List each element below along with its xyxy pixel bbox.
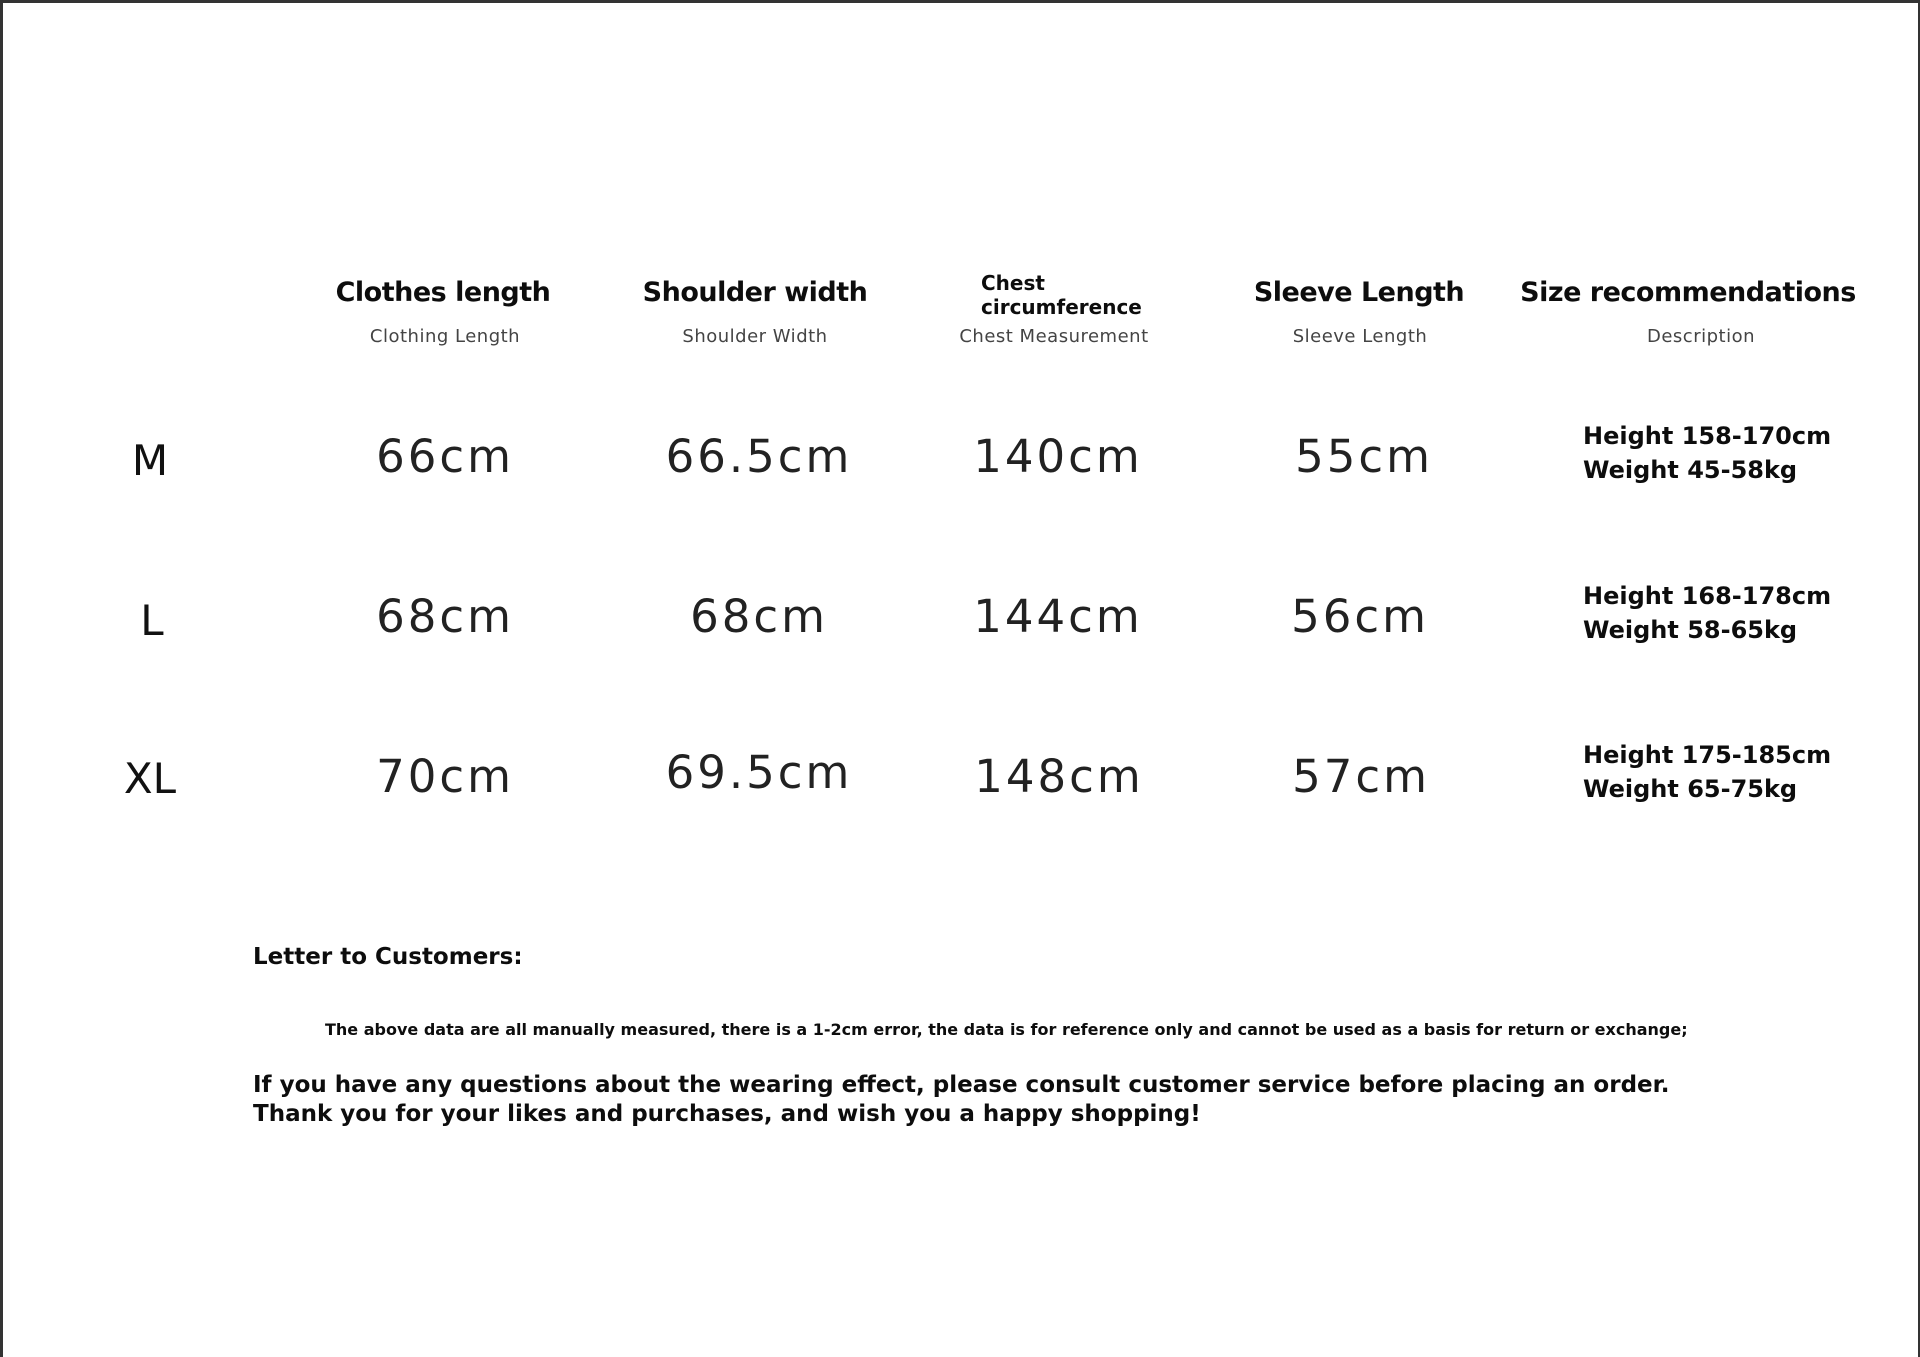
weight-range: Weight 58-65kg <box>1583 616 1798 644</box>
subheader-chest: Chest Measurement <box>959 326 1149 347</box>
header-sleeve-length: Sleeve Length <box>1253 277 1465 308</box>
subheader-sleeve-length: Sleeve Length <box>1292 326 1428 347</box>
measurement-disclaimer: The above data are all manually measured, there is a 1-2cm error, the data is for reference only and cannot be used as a basis for return or exchange; <box>325 1020 1688 1039</box>
header-size-recommendations: Size recommendations <box>1520 277 1856 308</box>
size-label: L <box>140 596 164 645</box>
shoulder-width-value: 68cm <box>690 590 828 643</box>
weight-range: Weight 65-75kg <box>1583 775 1798 803</box>
sleeve-length-value: 55cm <box>1295 430 1433 483</box>
letter-title: Letter to Customers: <box>253 944 523 970</box>
height-range: Height 175-185cm <box>1583 741 1832 769</box>
size-label: M <box>131 436 169 485</box>
header-chest-line1: Chest <box>981 271 1045 295</box>
clothes-length-value: 68cm <box>376 590 514 643</box>
sleeve-length-value: 56cm <box>1291 590 1429 643</box>
size-recommendation <box>1583 579 1831 647</box>
chest-value: 148cm <box>974 750 1144 803</box>
size-recommendation <box>1583 419 1831 487</box>
header-chest-circumference <box>981 271 1142 319</box>
customer-service-message: If you have any questions about the wearing effect, please consult customer service before placing an order. Thank you for your likes and purchases, and wish you a happy shopping! <box>253 1072 1670 1127</box>
chest-value: 144cm <box>973 590 1143 643</box>
header-chest-line2: circumference <box>981 295 1142 319</box>
chest-value: 140cm <box>973 430 1143 483</box>
shoulder-width-value: 69.5cm <box>665 746 853 799</box>
subheader-description: Description <box>1646 326 1756 347</box>
subheader-shoulder-width: Shoulder Width <box>682 326 828 347</box>
height-range: Height 158-170cm <box>1583 422 1832 450</box>
clothes-length-value: 66cm <box>376 430 514 483</box>
header-clothes-length: Clothes length <box>335 277 551 308</box>
clothes-length-value: 70cm <box>376 750 514 803</box>
size-recommendation <box>1583 738 1831 806</box>
subheader-clothes-length: Clothing Length <box>369 326 521 347</box>
weight-range: Weight 45-58kg <box>1583 456 1798 484</box>
sleeve-length-value: 57cm <box>1292 750 1430 803</box>
shoulder-width-value: 66.5cm <box>665 430 853 483</box>
height-range: Height 168-178cm <box>1583 582 1832 610</box>
header-shoulder-width: Shoulder width <box>642 277 868 308</box>
size-label: XL <box>123 754 177 803</box>
